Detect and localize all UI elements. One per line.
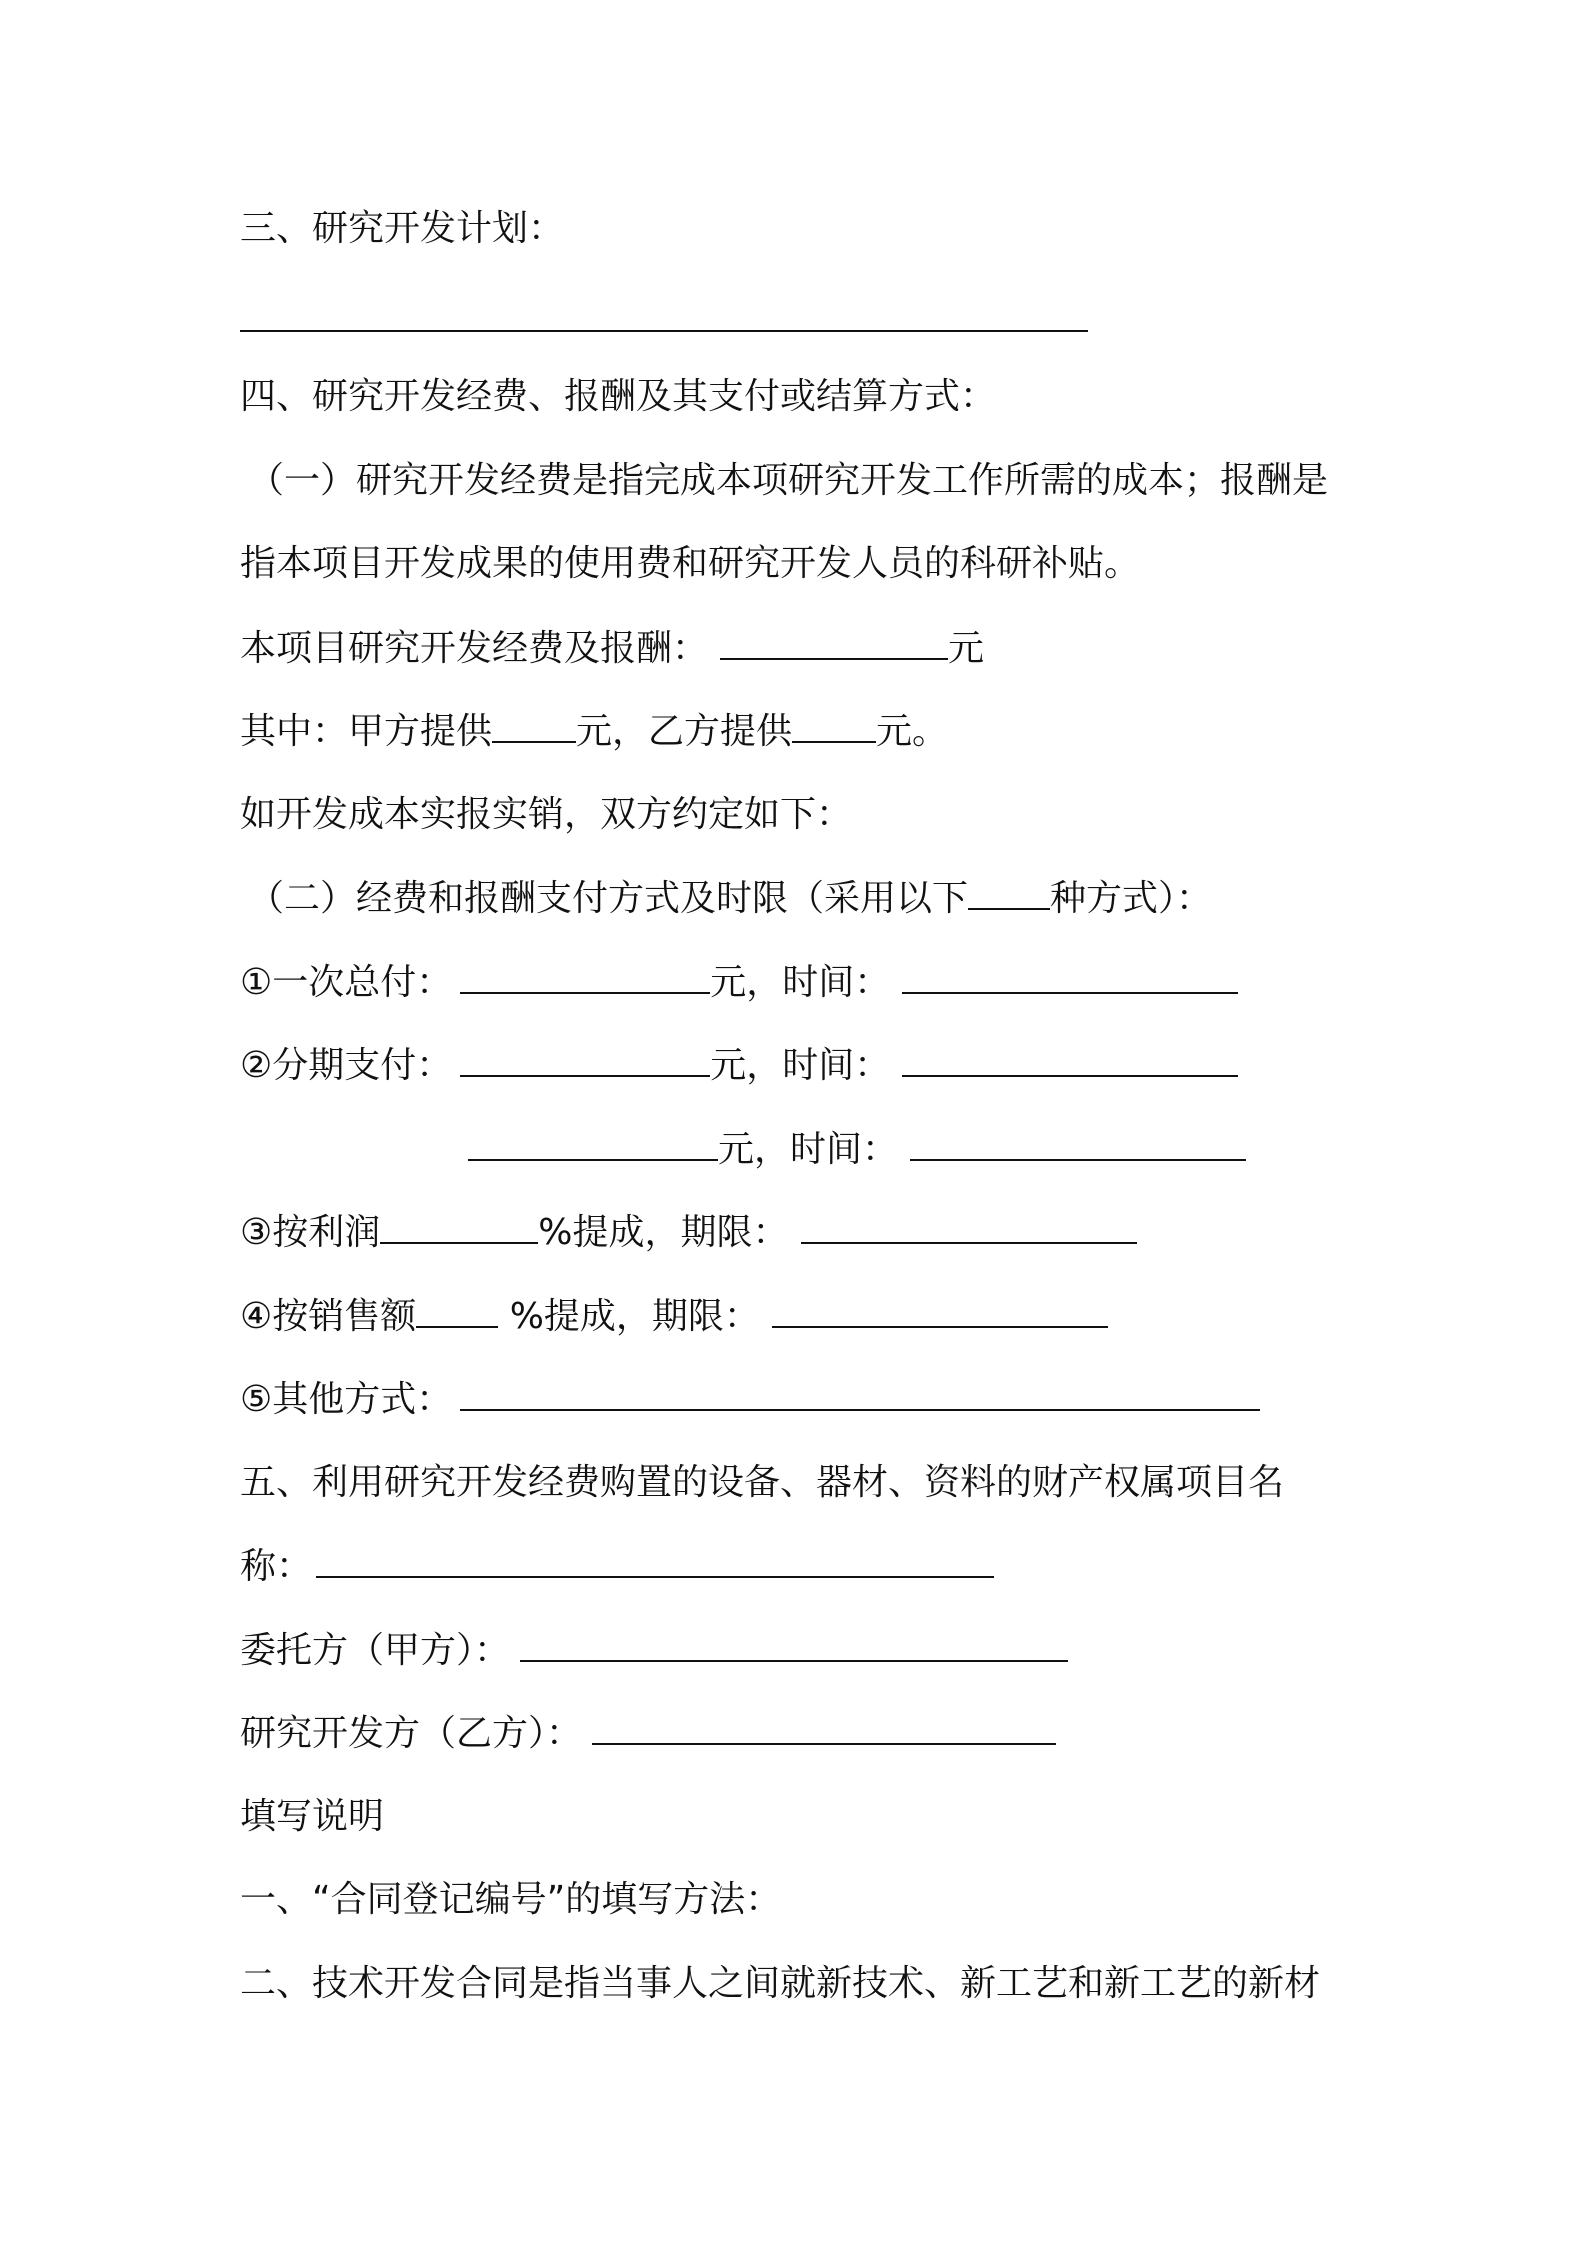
option-2-amount-blank-2[interactable] bbox=[468, 1125, 718, 1161]
client-label: 委托方（甲方）： bbox=[240, 1630, 511, 1671]
option-2-label: ②分期支付： bbox=[240, 1045, 453, 1086]
reimburse-text: 如开发成本实报实销，双方约定如下： bbox=[240, 794, 853, 835]
developer-blank[interactable] bbox=[592, 1709, 1056, 1745]
option-4-suffix: %提成，期限： bbox=[498, 1296, 760, 1337]
option-5-blank[interactable] bbox=[460, 1375, 1260, 1411]
option-1-time-blank[interactable] bbox=[902, 958, 1238, 994]
plan-blank-line[interactable] bbox=[240, 330, 1088, 332]
option-1-amount-blank[interactable] bbox=[460, 958, 710, 994]
section-4-title: 四、研究开发经费、报酬及其支付或结算方式： bbox=[240, 376, 997, 417]
option-4-prefix: ④按销售额 bbox=[240, 1296, 417, 1337]
option-4-row bbox=[240, 1292, 1108, 1340]
party-a-amount-blank[interactable] bbox=[492, 707, 576, 743]
option-3-percent-blank[interactable] bbox=[380, 1208, 538, 1244]
section-5-line-1: 五、利用研究开发经费购置的设备、器材、资料的财产权属项目名 bbox=[240, 1462, 1285, 1503]
client-row bbox=[240, 1626, 1068, 1674]
total-fee-row bbox=[240, 624, 984, 672]
option-1-unit-time: 元，时间： bbox=[710, 962, 891, 1003]
fee-split-prefix: 其中：甲方提供 bbox=[240, 711, 493, 752]
option-4-period-blank[interactable] bbox=[772, 1292, 1108, 1328]
client-blank[interactable] bbox=[520, 1626, 1068, 1662]
section-5-line-2 bbox=[240, 1542, 994, 1590]
item-name-blank[interactable] bbox=[316, 1542, 994, 1578]
payment-method-suffix: 种方式）： bbox=[1050, 878, 1213, 919]
fee-split-row bbox=[240, 707, 948, 755]
option-2-time-blank-1[interactable] bbox=[902, 1041, 1238, 1077]
total-fee-blank[interactable] bbox=[720, 624, 948, 660]
option-3-row bbox=[240, 1208, 1137, 1256]
instructions-item-1: 一、“合同登记编号”的填写方法： bbox=[240, 1879, 782, 1920]
option-3-prefix: ③按利润 bbox=[240, 1212, 381, 1253]
option-2-amount-blank-1[interactable] bbox=[460, 1041, 710, 1077]
total-fee-unit: 元 bbox=[948, 628, 985, 669]
payment-method-blank[interactable] bbox=[968, 874, 1050, 910]
option-2-time-blank-2[interactable] bbox=[910, 1125, 1246, 1161]
option-5-row bbox=[240, 1375, 1260, 1423]
option-1-label: ①一次总付： bbox=[240, 962, 453, 1003]
option-2-unit-time-2: 元，时间： bbox=[718, 1129, 899, 1170]
section-4-paragraph-1-line-2: 指本项目开发成果的使用费和研究开发人员的科研补贴。 bbox=[240, 543, 1141, 584]
section-3-title: 三、研究开发计划： bbox=[240, 208, 565, 249]
option-2-row-2 bbox=[468, 1125, 1246, 1173]
instructions-item-2: 二、技术开发合同是指当事人之间就新技术、新工艺和新工艺的新材 bbox=[240, 1963, 1321, 2004]
fee-split-end: 元。 bbox=[876, 711, 949, 752]
option-5-label: ⑤其他方式： bbox=[240, 1379, 453, 1420]
section-4-paragraph-1-line-1: （一）研究开发经费是指完成本项研究开发工作所需的成本；报酬是 bbox=[248, 460, 1329, 501]
fee-split-mid: 元，乙方提供 bbox=[576, 711, 793, 752]
payment-method-row bbox=[248, 874, 1212, 922]
developer-row bbox=[240, 1709, 1056, 1757]
section-5-name-label: 称： bbox=[240, 1546, 313, 1587]
option-1-row bbox=[240, 958, 1238, 1006]
option-3-suffix: %提成，期限： bbox=[538, 1212, 789, 1253]
instructions-heading: 填写说明 bbox=[240, 1796, 385, 1837]
payment-method-prefix: （二）经费和报酬支付方式及时限（采用以下 bbox=[248, 878, 969, 919]
party-b-amount-blank[interactable] bbox=[792, 707, 876, 743]
option-2-unit-time-1: 元，时间： bbox=[710, 1045, 891, 1086]
option-3-period-blank[interactable] bbox=[801, 1208, 1137, 1244]
developer-label: 研究开发方（乙方）： bbox=[240, 1713, 583, 1754]
option-2-row bbox=[240, 1041, 1238, 1089]
total-fee-label: 本项目研究开发经费及报酬： bbox=[240, 628, 709, 669]
option-4-percent-blank[interactable] bbox=[416, 1292, 498, 1328]
